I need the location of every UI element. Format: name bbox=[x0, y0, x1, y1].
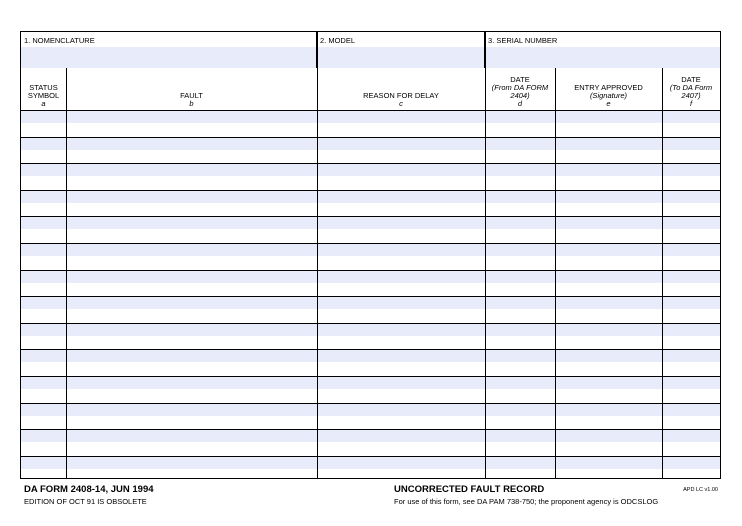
column-divider bbox=[66, 68, 67, 478]
column-letter: a bbox=[41, 99, 46, 108]
table-row bbox=[21, 190, 720, 217]
cell-reason-for-delay-input[interactable] bbox=[317, 191, 485, 203]
cell-date-to-input[interactable] bbox=[662, 430, 720, 442]
column-header-text: SYMBOL bbox=[27, 91, 60, 100]
serial-number-input[interactable] bbox=[485, 47, 720, 68]
column-header-fault bbox=[66, 68, 317, 110]
cell-entry-approved-input[interactable] bbox=[555, 324, 662, 336]
cell-reason-for-delay-input[interactable] bbox=[317, 217, 485, 229]
column-header-subtext: (To DA Form bbox=[669, 83, 713, 92]
column-divider bbox=[485, 32, 486, 478]
table-row bbox=[21, 270, 720, 297]
cell-date-to-input[interactable] bbox=[662, 404, 720, 416]
column-divider bbox=[662, 68, 663, 478]
cell-date-from-input[interactable] bbox=[485, 271, 555, 283]
cell-status-symbol-input[interactable] bbox=[21, 377, 66, 389]
cell-fault-input[interactable] bbox=[66, 138, 317, 150]
cell-entry-approved-input[interactable] bbox=[555, 111, 662, 123]
cell-status-symbol-input[interactable] bbox=[21, 404, 66, 416]
table-row bbox=[21, 110, 720, 137]
column-header-text: FAULT bbox=[180, 91, 203, 100]
cell-reason-for-delay-input[interactable] bbox=[317, 350, 485, 362]
form-id: DA FORM 2408-14, JUN 1994 bbox=[24, 484, 154, 495]
column-letter: c bbox=[399, 99, 403, 108]
column-header-subtext: 2404) bbox=[510, 91, 530, 100]
cell-reason-for-delay-input[interactable] bbox=[317, 324, 485, 336]
cell-date-to-input[interactable] bbox=[662, 350, 720, 362]
cell-entry-approved-input[interactable] bbox=[555, 457, 662, 469]
cell-status-symbol-input[interactable] bbox=[21, 324, 66, 336]
cell-date-from-input[interactable] bbox=[485, 457, 555, 469]
cell-entry-approved-input[interactable] bbox=[555, 191, 662, 203]
cell-entry-approved-input[interactable] bbox=[555, 164, 662, 176]
cell-entry-approved-input[interactable] bbox=[555, 217, 662, 229]
serial-number-label: 3. SERIAL NUMBER bbox=[488, 36, 558, 45]
version-tag: APD LC v1.00 bbox=[683, 487, 718, 493]
cell-fault-input[interactable] bbox=[66, 164, 317, 176]
cell-date-to-input[interactable] bbox=[662, 457, 720, 469]
cell-status-symbol-input[interactable] bbox=[21, 191, 66, 203]
table-row bbox=[21, 243, 720, 270]
column-header-entry-approved bbox=[555, 68, 662, 110]
column-header-subtext: (From DA FORM bbox=[491, 83, 549, 92]
nomenclature-label: 1. NOMENCLATURE bbox=[24, 36, 95, 45]
cell-date-from-input[interactable] bbox=[485, 138, 555, 150]
cell-fault-input[interactable] bbox=[66, 324, 317, 336]
column-header-date-from bbox=[485, 68, 555, 110]
cell-date-from-input[interactable] bbox=[485, 404, 555, 416]
header-row bbox=[21, 32, 720, 68]
cell-date-from-input[interactable] bbox=[485, 297, 555, 309]
cell-fault-input[interactable] bbox=[66, 377, 317, 389]
cell-entry-approved-input[interactable] bbox=[555, 271, 662, 283]
cell-date-to-input[interactable] bbox=[662, 377, 720, 389]
cell-fault-input[interactable] bbox=[66, 271, 317, 283]
column-header-date-to bbox=[662, 68, 720, 110]
column-letter: d bbox=[517, 99, 523, 108]
nomenclature-field[interactable] bbox=[21, 32, 317, 68]
cell-fault-input[interactable] bbox=[66, 350, 317, 362]
table-row bbox=[21, 349, 720, 376]
cell-date-to-input[interactable] bbox=[662, 244, 720, 256]
cell-fault-input[interactable] bbox=[66, 111, 317, 123]
cell-date-from-input[interactable] bbox=[485, 324, 555, 336]
cell-status-symbol-input[interactable] bbox=[21, 350, 66, 362]
column-header-subtext: 2407) bbox=[681, 91, 701, 100]
cell-date-from-input[interactable] bbox=[485, 164, 555, 176]
cell-date-from-input[interactable] bbox=[485, 377, 555, 389]
cell-date-to-input[interactable] bbox=[662, 111, 720, 123]
cell-fault-input[interactable] bbox=[66, 191, 317, 203]
table-row bbox=[21, 137, 720, 164]
cell-status-symbol-input[interactable] bbox=[21, 297, 66, 309]
column-header-text: DATE bbox=[681, 75, 701, 84]
column-letter: b bbox=[189, 99, 194, 108]
cell-reason-for-delay-input[interactable] bbox=[317, 164, 485, 176]
cell-status-symbol-input[interactable] bbox=[21, 244, 66, 256]
cell-reason-for-delay-input[interactable] bbox=[317, 430, 485, 442]
table-row bbox=[21, 429, 720, 456]
table-row bbox=[21, 216, 720, 243]
table-row bbox=[21, 163, 720, 190]
cell-date-from-input[interactable] bbox=[485, 430, 555, 442]
cell-status-symbol-input[interactable] bbox=[21, 457, 66, 469]
cell-reason-for-delay-input[interactable] bbox=[317, 297, 485, 309]
cell-status-symbol-input[interactable] bbox=[21, 430, 66, 442]
cell-fault-input[interactable] bbox=[66, 457, 317, 469]
cell-status-symbol-input[interactable] bbox=[21, 138, 66, 150]
usage-note: For use of this form, see DA PAM 738-750; the proponent agency is ODCSLOG bbox=[394, 497, 659, 506]
cell-reason-for-delay-input[interactable] bbox=[317, 404, 485, 416]
serial-number-field[interactable] bbox=[485, 32, 720, 68]
table-row bbox=[21, 403, 720, 430]
nomenclature-input[interactable] bbox=[21, 47, 316, 68]
cell-reason-for-delay-input[interactable] bbox=[317, 457, 485, 469]
cell-status-symbol-input[interactable] bbox=[21, 217, 66, 229]
cell-fault-input[interactable] bbox=[66, 430, 317, 442]
edition-note: EDITION OF OCT 91 IS OBSOLETE bbox=[24, 497, 147, 506]
cell-entry-approved-input[interactable] bbox=[555, 138, 662, 150]
cell-status-symbol-input[interactable] bbox=[21, 111, 66, 123]
column-divider bbox=[317, 32, 318, 478]
cell-date-to-input[interactable] bbox=[662, 191, 720, 203]
cell-date-to-input[interactable] bbox=[662, 217, 720, 229]
cell-status-symbol-input[interactable] bbox=[21, 164, 66, 176]
cell-date-from-input[interactable] bbox=[485, 244, 555, 256]
table-row bbox=[21, 296, 720, 323]
cell-entry-approved-input[interactable] bbox=[555, 297, 662, 309]
column-header-reason-for-delay bbox=[317, 68, 485, 110]
table-row bbox=[21, 456, 720, 483]
uncorrected-fault-record-form bbox=[20, 31, 721, 479]
model-input[interactable] bbox=[317, 47, 484, 68]
cell-reason-for-delay-input[interactable] bbox=[317, 377, 485, 389]
cell-date-from-input[interactable] bbox=[485, 111, 555, 123]
table-row bbox=[21, 323, 720, 350]
cell-date-to-input[interactable] bbox=[662, 324, 720, 336]
cell-fault-input[interactable] bbox=[66, 404, 317, 416]
cell-date-from-input[interactable] bbox=[485, 350, 555, 362]
column-header-status-symbol bbox=[21, 68, 66, 110]
column-header-subtext: (Signature) bbox=[589, 91, 628, 100]
model-field[interactable] bbox=[317, 32, 485, 68]
cell-entry-approved-input[interactable] bbox=[555, 350, 662, 362]
column-header-text: DATE bbox=[510, 75, 530, 84]
column-letter: f bbox=[689, 99, 693, 108]
column-header-text: REASON FOR DELAY bbox=[363, 91, 439, 100]
cell-entry-approved-input[interactable] bbox=[555, 404, 662, 416]
column-header-text: ENTRY APPROVED bbox=[574, 83, 643, 92]
cell-date-to-input[interactable] bbox=[662, 271, 720, 283]
cell-date-to-input[interactable] bbox=[662, 297, 720, 309]
cell-date-from-input[interactable] bbox=[485, 217, 555, 229]
cell-entry-approved-input[interactable] bbox=[555, 377, 662, 389]
column-letter: e bbox=[606, 99, 611, 108]
cell-fault-input[interactable] bbox=[66, 217, 317, 229]
cell-date-from-input[interactable] bbox=[485, 191, 555, 203]
form-title: UNCORRECTED FAULT RECORD bbox=[394, 484, 545, 495]
cell-entry-approved-input[interactable] bbox=[555, 244, 662, 256]
cell-entry-approved-input[interactable] bbox=[555, 430, 662, 442]
cell-fault-input[interactable] bbox=[66, 297, 317, 309]
cell-reason-for-delay-input[interactable] bbox=[317, 244, 485, 256]
cell-reason-for-delay-input[interactable] bbox=[317, 271, 485, 283]
cell-date-to-input[interactable] bbox=[662, 138, 720, 150]
cell-date-to-input[interactable] bbox=[662, 164, 720, 176]
cell-status-symbol-input[interactable] bbox=[21, 271, 66, 283]
column-divider bbox=[555, 68, 556, 478]
model-label: 2. MODEL bbox=[320, 36, 356, 45]
cell-reason-for-delay-input[interactable] bbox=[317, 111, 485, 123]
column-header-text: STATUS bbox=[29, 83, 58, 92]
cell-reason-for-delay-input[interactable] bbox=[317, 138, 485, 150]
table-row bbox=[21, 376, 720, 403]
cell-fault-input[interactable] bbox=[66, 244, 317, 256]
